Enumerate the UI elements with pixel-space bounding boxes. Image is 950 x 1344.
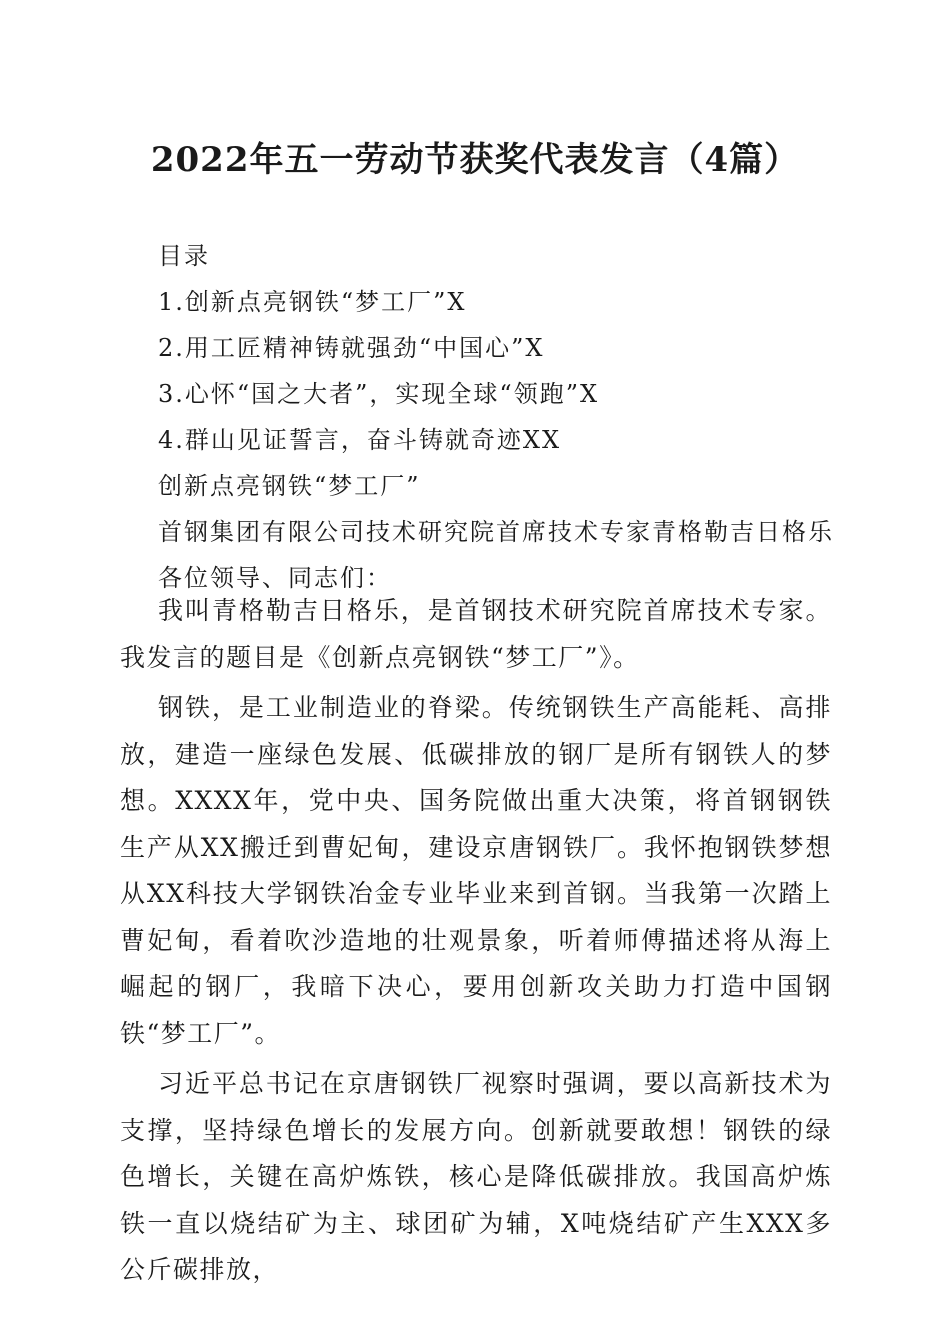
article-body xyxy=(120,588,832,1298)
article-author: 首钢集团有限公司技术研究院首席技术专家青格勒吉日格乐 xyxy=(158,518,834,546)
toc-item: 1.创新点亮钢铁“梦工厂”X xyxy=(158,288,467,316)
toc-item: 4.群山见证誓言，奋斗铸就奇迹XX xyxy=(158,426,562,454)
body-paragraph: 钢铁，是工业制造业的脊梁。传统钢铁生产高能耗、高排放，建造一座绿色发展、低碳排放的钢厂是所有钢铁人的梦想。XXXX年，党中央、国务院做出重大决策，将首钢钢铁生产从XX搬迁到曹妃甸，建设京唐钢铁厂。我怀抱钢铁梦想从XX科技大学钢铁冶金专业毕业来到首钢。当我第一次踏上曹妃甸，看着吹沙造地的壮观景象，听着师傅描述将从海上崛起的钢厂，我暗下决心，要用创新攻关助力打造中国钢铁“梦工厂”。 xyxy=(120,693,832,1048)
table-of-contents xyxy=(158,233,858,601)
toc-item: 3.心怀“国之大者”，实现全球“领跑”X xyxy=(158,380,600,408)
article-title: 创新点亮钢铁“梦工厂” xyxy=(158,472,421,500)
toc-heading: 目录 xyxy=(158,242,210,270)
body-paragraph: 习近平总书记在京唐钢铁厂视察时强调，要以高新技术为支撑，坚持绿色增长的发展方向。创新就要敢想！钢铁的绿色增长，关键在高炉炼铁，核心是降低碳排放。我国高炉炼铁一直以烧结矿为主、球团矿为辅，X吨烧结矿产生XXX多公斤碳排放， xyxy=(120,1069,832,1284)
toc-item: 2.用工匠精神铸就强劲“中国心”X xyxy=(158,334,545,362)
body-paragraph: 我叫青格勒吉日格乐，是首钢技术研究院首席技术专家。我发言的题目是《创新点亮钢铁“梦工厂”》。 xyxy=(120,596,832,672)
salutation: 各位领导、同志们： xyxy=(158,564,392,592)
document-title: 2022年五一劳动节获奖代表发言（4篇） xyxy=(150,140,800,180)
